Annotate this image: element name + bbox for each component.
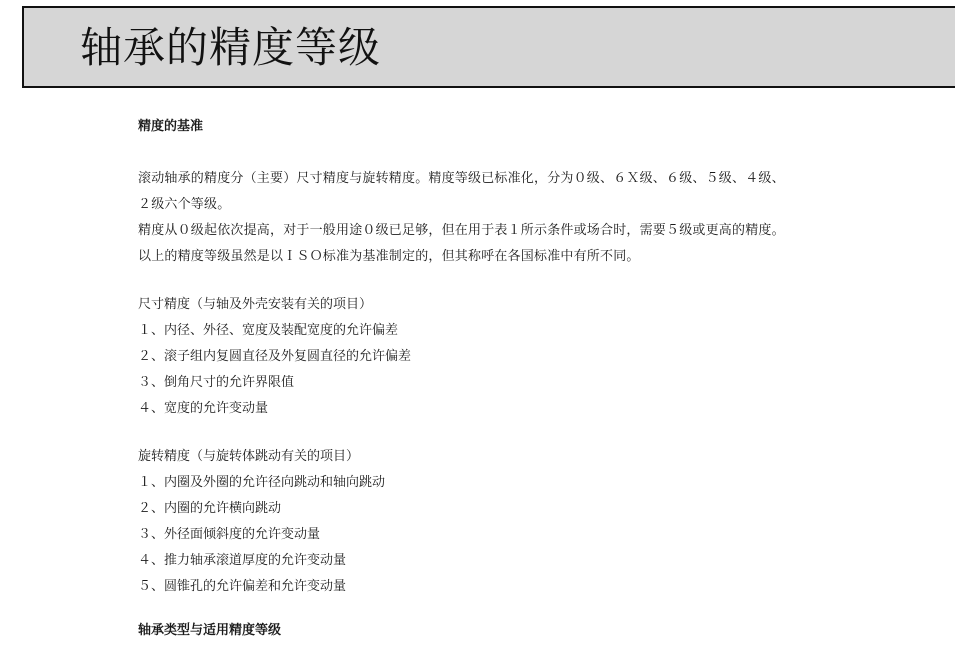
list-item: ３、倒角尺寸的允许界限值 — [138, 375, 295, 390]
list-item: １、内圈及外圈的允许径向跳动和轴向跳动 — [138, 475, 386, 490]
list-item: ３、外径面倾斜度的允许变动量 — [138, 527, 321, 542]
page-title: 轴承的精度等级 — [80, 23, 382, 72]
paragraph-line: 以上的精度等级虽然是以ＩＳＯ标准为基准制定的，但其称呼在各国标准中有所不同。 — [138, 249, 640, 264]
title-banner — [22, 6, 955, 88]
dimension-accuracy-title: 尺寸精度（与轴及外壳安装有关的项目） — [138, 297, 373, 312]
list-item: ２、内圈的允许横向跳动 — [138, 501, 282, 516]
list-item: ４、推力轴承滚道厚度的允许变动量 — [138, 553, 347, 568]
document-body — [138, 116, 928, 642]
paragraph-line: 滚动轴承的精度分（主要）尺寸精度与旋转精度。精度等级已标准化，分为０级、６Ｘ级、６级、５级、４级、 — [138, 171, 785, 186]
list-item: １、内径、外径、宽度及装配宽度的允许偏差 — [138, 323, 399, 338]
dimension-accuracy-section — [138, 292, 928, 422]
paragraph-line: 精度从０级起依次提高，对于一般用途０级已足够，但在用于表１所示条件或场合时，需要５级或更高的精度。 — [138, 223, 785, 238]
heading-bearing-types: 轴承类型与适用精度等级 — [138, 623, 282, 638]
list-item: ５、圆锥孔的允许偏差和允许变动量 — [138, 579, 347, 594]
list-item: ２、滚子组内复圆直径及外复圆直径的允许偏差 — [138, 349, 412, 364]
paragraph-line: ２级六个等级。 — [138, 197, 231, 212]
heading-precision-basis: 精度的基准 — [138, 119, 204, 134]
list-item: ４、宽度的允许变动量 — [138, 401, 269, 416]
rotation-accuracy-title: 旋转精度（与旋转体跳动有关的项目） — [138, 449, 360, 464]
intro-paragraph — [138, 166, 928, 270]
rotation-accuracy-section — [138, 444, 928, 600]
